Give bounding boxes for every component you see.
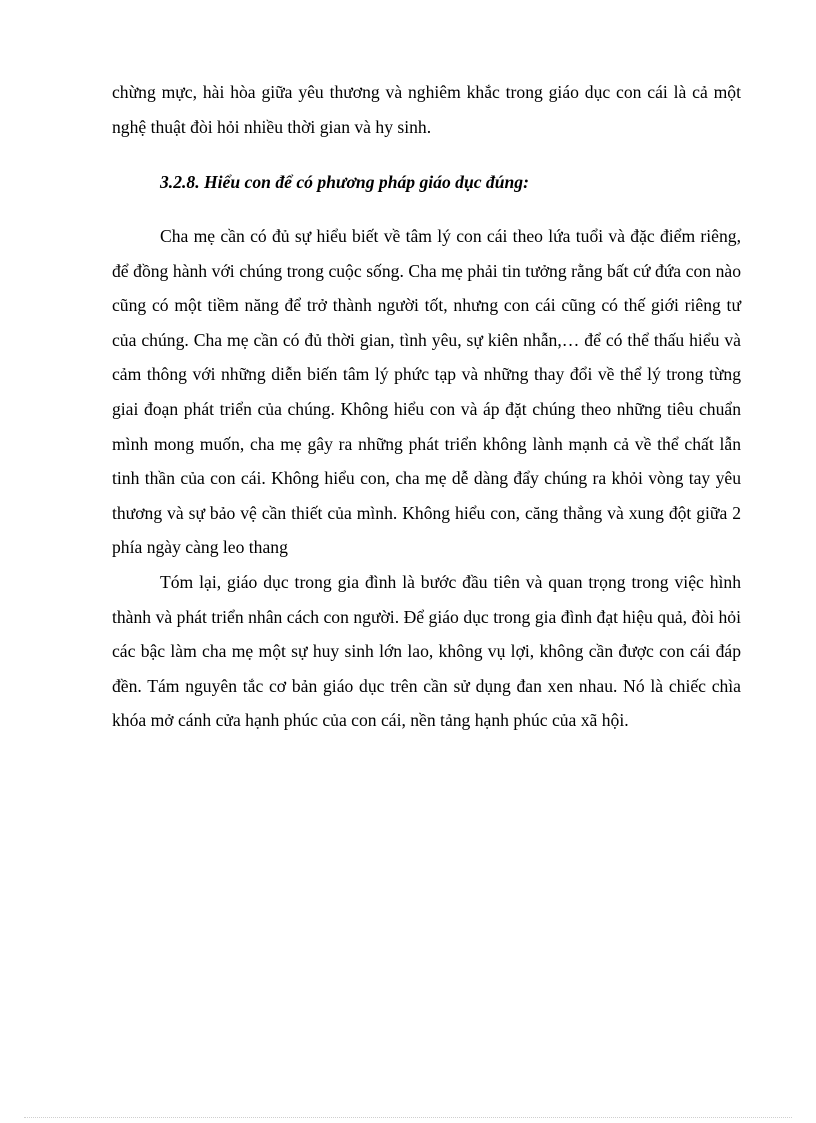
- page-bottom-rule: [24, 1117, 792, 1118]
- section-heading: 3.2.8. Hiểu con để có phương pháp giáo dục đúng:: [160, 172, 529, 192]
- top-paragraph: chừng mực, hài hòa giữa yêu thương và nghiêm khắc trong giáo dục con cái là cả một nghệ thuật đòi hỏi nhiều thời gian và hy sinh.: [112, 82, 741, 137]
- paragraph-understanding-children: Cha mẹ cần có đủ sự hiểu biết về tâm lý con cái theo lứa tuổi và đặc điểm riêng, để đồng hành với chúng trong cuộc sống. Cha mẹ phải tin tưởng rằng bất cứ đứa con nào cũng có một tiềm năng để trở thành người tốt, nhưng con cái cũng có thế giới riêng tư của chúng. Cha mẹ cần có đủ thời gian, tình yêu, sự kiên nhẫn,… để có thể thấu hiểu và cảm thông với những diễn biến tâm lý phức tạp và những thay đổi về thể lý trong từng giai đoạn phát triển của chúng. Không hiểu con và áp đặt chúng theo những tiêu chuẩn mình mong muốn, cha mẹ gây ra những phát triển không lành mạnh cả về thể chất lẫn tinh thần của con cái. Không hiểu con, cha mẹ dễ dàng đẩy chúng ra khỏi vòng tay yêu thương và sự bảo vệ cần thiết của mình. Không hiểu con, căng thẳng và xung đột giữa 2 phía ngày càng leo thang: [112, 226, 741, 558]
- top-paragraph-block: [112, 75, 741, 144]
- paragraph-conclusion: Tóm lại, giáo dục trong gia đình là bước đầu tiên và quan trọng trong việc hình thành và phát triển nhân cách con người. Để giáo dục trong gia đình đạt hiệu quả, đòi hỏi các bậc làm cha mẹ một sự huy sinh lớn lao, không vụ lợi, không cần được con cái đáp đền. Tám nguyên tắc cơ bản giáo dục trên cần sử dụng đan xen nhau. Nó là chiếc chìa khóa mở cánh cửa hạnh phúc của con cái, nền tảng hạnh phúc của xã hội.: [112, 571, 741, 731]
- main-text-block: [112, 219, 741, 738]
